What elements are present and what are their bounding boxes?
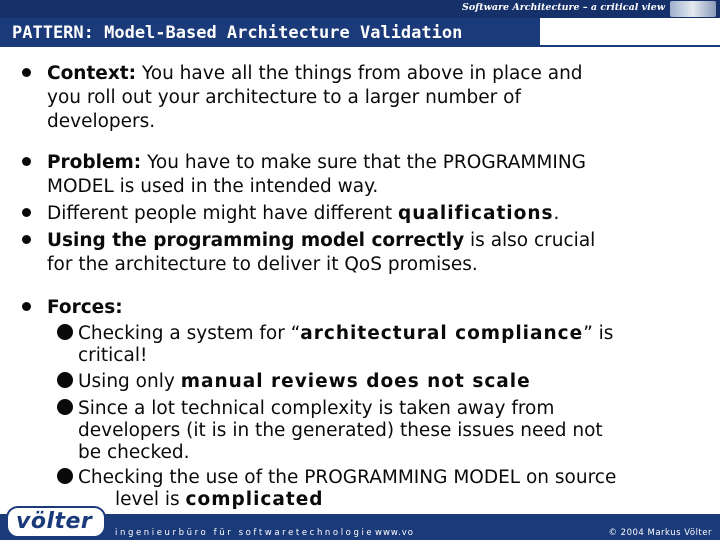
bullet-icon (22, 68, 31, 77)
using-text: is also crucial (464, 230, 596, 251)
using-bold: Using the programming model correctly (47, 230, 465, 251)
force1-line-1 (78, 323, 613, 345)
using-line-1 (47, 229, 595, 252)
footer-tagline: ingenieurbüro für softwaretechnologie (115, 528, 375, 538)
header-text: Software Architecture – a critical view (461, 2, 665, 13)
force1-bold: architectural compliance (300, 323, 584, 344)
force2-bold: manual reviews does not scale (180, 371, 531, 392)
force2-line (78, 371, 531, 393)
problem-text: You have to make sure that the PROGRAMMING (141, 152, 586, 173)
problem-line-1 (47, 151, 586, 174)
context-line-1 (47, 62, 583, 85)
voelter-logo (6, 506, 106, 538)
force4-line-2 (115, 489, 324, 511)
force4-bold: complicated (185, 489, 324, 510)
force3-line-2: developers (it is in the generated) these issues need not (78, 420, 603, 441)
different-text: Different people might have different (47, 203, 399, 224)
footer-copyright: © 2004 Markus Völter (608, 528, 712, 538)
force1-end: ” is (583, 323, 614, 344)
forces-label: Forces: (47, 297, 123, 318)
force2-text: Using only (78, 371, 181, 392)
problem-line-2: MODEL is used in the intended way. (47, 176, 379, 197)
force1-line-2: critical! (78, 345, 148, 366)
context-line-2: you roll out your architecture to a larger number of (47, 87, 521, 108)
force4-text: level is (115, 489, 186, 510)
sub-bullet-icon (57, 324, 73, 340)
problem-label: Problem: (47, 152, 142, 173)
different-bold: qualifications (398, 203, 554, 224)
forces-line (47, 296, 123, 319)
logo-text: völter (16, 509, 93, 534)
sub-bullet-icon (57, 468, 73, 484)
context-label: Context: (47, 63, 137, 84)
sub-bullet-icon (57, 372, 73, 388)
different-line (47, 202, 559, 225)
bullet-icon (22, 302, 31, 311)
different-end: . (553, 203, 560, 224)
bullet-icon (22, 235, 31, 244)
footer-url: www.vo (375, 528, 415, 538)
force3-line-1: Since a lot technical complexity is taken away from (78, 398, 555, 419)
sub-bullet-icon (57, 399, 73, 415)
bullet-icon (22, 157, 31, 166)
footer-bar (0, 514, 720, 540)
slide-title: PATTERN: Model-Based Architecture Validation (12, 23, 463, 43)
bullet-icon (22, 208, 31, 217)
force1-text: Checking a system for “ (78, 323, 301, 344)
force4-line-1: Checking the use of the PROGRAMMING MODEL on source (78, 467, 617, 488)
context-text: You have all the things from above in place and (136, 63, 583, 84)
context-line-3: developers. (47, 111, 156, 132)
force3-line-3: be checked. (78, 442, 190, 463)
using-line-2: for the architecture to deliver it QoS promises. (47, 254, 478, 275)
